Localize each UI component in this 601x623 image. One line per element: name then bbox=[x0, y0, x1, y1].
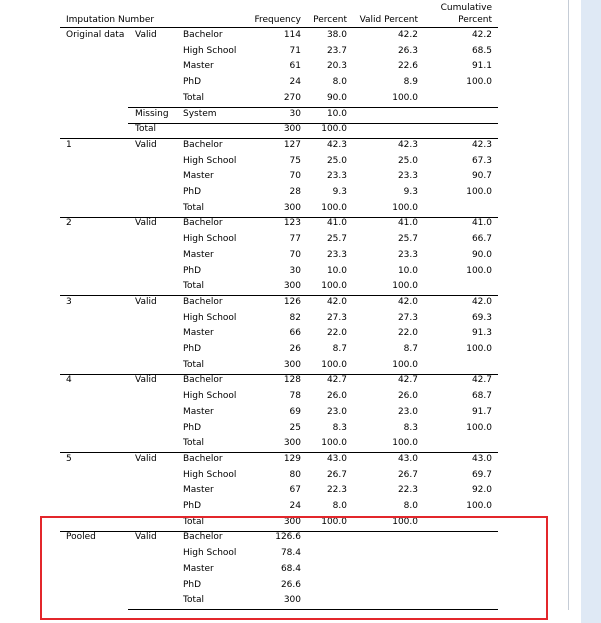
frequency-cell: 114 bbox=[283, 30, 301, 40]
percent-cell: 100.0 bbox=[321, 359, 347, 370]
frequency-cell: 123 bbox=[283, 218, 301, 229]
cumulative-cell: 100.0 bbox=[466, 265, 492, 276]
category-cell: PhD bbox=[183, 187, 202, 197]
frequency-cell: 28 bbox=[289, 187, 301, 197]
frequency-cell: 61 bbox=[289, 61, 301, 72]
frequency-cell: 24 bbox=[289, 77, 301, 88]
category-cell: High School bbox=[183, 234, 237, 245]
percent-cell: 43.0 bbox=[326, 453, 347, 464]
cumulative-cell: 100.0 bbox=[466, 344, 492, 354]
valid-percent-cell: 100.0 bbox=[392, 92, 418, 103]
percent-cell: 8.0 bbox=[332, 501, 347, 511]
frequency-cell: 70 bbox=[289, 171, 301, 182]
percent-cell: 41.0 bbox=[326, 218, 347, 229]
category-cell: High School bbox=[183, 548, 237, 559]
cumulative-cell: 43.0 bbox=[471, 453, 492, 464]
cumulative-cell bbox=[412, 93, 492, 104]
frequency-cell: 75 bbox=[289, 155, 301, 166]
cumulative-header-bottom: Percent bbox=[458, 15, 492, 25]
category-cell: Master bbox=[183, 406, 214, 417]
percent-cell: 25.7 bbox=[326, 234, 347, 245]
category-cell: Total bbox=[183, 202, 205, 213]
valid-percent-cell: 22.6 bbox=[397, 61, 418, 72]
valid-label: Valid bbox=[135, 218, 157, 229]
category-cell: Master bbox=[183, 61, 214, 72]
cumulative-cell: 66.7 bbox=[471, 234, 492, 245]
valid-percent-cell: 42.7 bbox=[397, 375, 418, 386]
category-cell: High School bbox=[183, 155, 237, 166]
valid-percent-cell: 8.7 bbox=[403, 344, 418, 354]
valid-percent-cell: 100.0 bbox=[392, 516, 418, 527]
header-rule bbox=[60, 27, 498, 28]
category-cell: Bachelor bbox=[183, 532, 223, 543]
category-cell: Master bbox=[183, 328, 214, 339]
imputation-group-label: Original data bbox=[66, 30, 125, 40]
viewer-sidebar bbox=[581, 0, 601, 623]
category-cell: Bachelor bbox=[183, 296, 223, 307]
cumulative-cell: 69.7 bbox=[471, 469, 492, 480]
category-cell: Bachelor bbox=[183, 375, 223, 386]
cumulative-cell: 91.3 bbox=[471, 328, 492, 339]
percent-cell: 100.0 bbox=[321, 202, 347, 213]
valid-label: Valid bbox=[135, 532, 157, 543]
cumulative-cell: 92.0 bbox=[471, 485, 492, 496]
imputation-number-header: Imputation Number bbox=[66, 15, 155, 25]
cumulative-cell bbox=[412, 438, 492, 449]
frequency-cell: 66 bbox=[289, 328, 301, 339]
percent-cell: 42.7 bbox=[326, 375, 347, 386]
imputation-group-label: 4 bbox=[66, 375, 72, 386]
cumulative-cell: 100.0 bbox=[466, 77, 492, 88]
valid-percent-cell: 100.0 bbox=[392, 202, 418, 213]
frequency-cell: 77 bbox=[289, 234, 301, 245]
cumulative-cell bbox=[412, 281, 492, 292]
frequency-cell: 127 bbox=[283, 139, 301, 150]
cumulative-cell: 91.1 bbox=[471, 61, 492, 72]
cumulative-cell: 100.0 bbox=[466, 187, 492, 197]
cumulative-cell bbox=[412, 203, 492, 214]
percent-header: Percent bbox=[313, 15, 347, 25]
valid-label: Valid bbox=[135, 375, 157, 386]
frequency-cell: 68.4 bbox=[280, 563, 301, 574]
frequency-cell: 78 bbox=[289, 391, 301, 402]
category-cell: PhD bbox=[183, 579, 202, 590]
percent-cell: 23.7 bbox=[326, 45, 347, 56]
category-cell: Bachelor bbox=[183, 453, 223, 464]
percent-cell: 23.0 bbox=[326, 406, 347, 417]
frequency-cell: 300 bbox=[283, 516, 301, 527]
category-cell: Master bbox=[183, 563, 214, 574]
cumulative-cell: 90.0 bbox=[471, 249, 492, 260]
percent-cell: 26.0 bbox=[326, 391, 347, 402]
cumulative-cell: 91.7 bbox=[471, 406, 492, 417]
percent-cell: 25.0 bbox=[326, 155, 347, 166]
category-cell: PhD bbox=[183, 265, 202, 276]
frequency-cell: 300 bbox=[283, 281, 301, 292]
category-cell: Total bbox=[183, 359, 205, 370]
frequency-cell: 300 bbox=[283, 202, 301, 213]
cumulative-cell: 68.7 bbox=[471, 391, 492, 402]
cumulative-cell: 42.2 bbox=[471, 30, 492, 40]
percent-cell: 90.0 bbox=[326, 92, 347, 103]
valid-percent-cell: 8.0 bbox=[403, 501, 418, 511]
percent-cell: 8.3 bbox=[332, 422, 347, 433]
valid-percent-cell: 23.0 bbox=[397, 406, 418, 417]
percent-cell: 23.3 bbox=[326, 171, 347, 182]
category-cell: PhD bbox=[183, 501, 202, 511]
valid-percent-cell: 42.2 bbox=[397, 30, 418, 40]
valid-percent-cell: 100.0 bbox=[392, 281, 418, 292]
imputation-group-label: 1 bbox=[66, 139, 72, 150]
valid-percent-cell: 9.3 bbox=[403, 187, 418, 197]
valid-percent-cell: 8.3 bbox=[403, 422, 418, 433]
valid-percent-cell: 43.0 bbox=[397, 453, 418, 464]
valid-percent-cell: 22.0 bbox=[397, 328, 418, 339]
frequency-cell: 67 bbox=[289, 485, 301, 496]
cumulative-header-top: Cumulative bbox=[440, 3, 492, 13]
category-cell: Total bbox=[183, 438, 205, 449]
frequency-cell: 126.6 bbox=[275, 532, 301, 543]
frequency-cell: 126 bbox=[283, 296, 301, 307]
imputation-group-label: 2 bbox=[66, 218, 72, 229]
percent-cell: 42.3 bbox=[326, 139, 347, 150]
percent-cell: 22.0 bbox=[326, 328, 347, 339]
frequency-cell: 300 bbox=[283, 595, 301, 606]
category-cell: High School bbox=[183, 312, 237, 323]
valid-percent-cell: 41.0 bbox=[397, 218, 418, 229]
percent-cell: 9.3 bbox=[332, 187, 347, 197]
missing-frequency-cell: 30 bbox=[289, 108, 301, 119]
percent-cell: 38.0 bbox=[326, 30, 347, 40]
percent-cell: 23.3 bbox=[326, 249, 347, 260]
category-cell: Total bbox=[183, 516, 205, 527]
cumulative-cell: 42.7 bbox=[471, 375, 492, 386]
valid-label: Valid bbox=[135, 453, 157, 464]
frequency-cell: 70 bbox=[289, 249, 301, 260]
category-cell: High School bbox=[183, 45, 237, 56]
pane-divider bbox=[568, 0, 569, 610]
percent-cell: 20.3 bbox=[326, 61, 347, 72]
valid-percent-cell: 26.3 bbox=[397, 45, 418, 56]
percent-cell: 22.3 bbox=[326, 485, 347, 496]
percent-cell: 8.0 bbox=[332, 77, 347, 88]
category-cell: Bachelor bbox=[183, 218, 223, 229]
category-cell: Bachelor bbox=[183, 139, 223, 150]
percent-cell: 8.7 bbox=[332, 344, 347, 354]
percent-cell: 100.0 bbox=[321, 438, 347, 449]
missing-label: Missing bbox=[135, 108, 169, 119]
valid-label: Valid bbox=[135, 296, 157, 307]
frequency-cell: 300 bbox=[283, 438, 301, 449]
valid-percent-header: Valid Percent bbox=[359, 15, 418, 25]
category-cell: Total bbox=[183, 595, 205, 606]
category-cell: Master bbox=[183, 249, 214, 260]
category-cell: PhD bbox=[183, 422, 202, 433]
category-cell: Master bbox=[183, 171, 214, 182]
valid-percent-cell: 42.0 bbox=[397, 296, 418, 307]
cumulative-cell: 42.0 bbox=[471, 296, 492, 307]
frequency-cell: 26.6 bbox=[280, 579, 301, 590]
frequency-cell: 128 bbox=[283, 375, 301, 386]
category-cell: Total bbox=[183, 92, 205, 103]
valid-percent-cell: 10.0 bbox=[397, 265, 418, 276]
imputation-group-label: 5 bbox=[66, 453, 72, 464]
imputation-group-label: Pooled bbox=[66, 532, 96, 543]
frequency-cell: 82 bbox=[289, 312, 301, 323]
frequency-cell: 24 bbox=[289, 501, 301, 511]
valid-percent-cell: 23.3 bbox=[397, 171, 418, 182]
group-total-percent-cell: 100.0 bbox=[321, 124, 347, 135]
valid-percent-cell: 100.0 bbox=[392, 438, 418, 449]
valid-percent-cell: 100.0 bbox=[392, 359, 418, 370]
category-cell: Total bbox=[183, 281, 205, 292]
frequency-cell: 129 bbox=[283, 453, 301, 464]
frequency-cell: 25 bbox=[289, 422, 301, 433]
percent-cell: 100.0 bbox=[321, 281, 347, 292]
frequency-header: Frequency bbox=[254, 15, 301, 25]
valid-percent-cell: 8.9 bbox=[403, 77, 418, 88]
valid-label: Valid bbox=[135, 30, 157, 40]
valid-percent-cell: 27.3 bbox=[397, 312, 418, 323]
cumulative-cell: 67.3 bbox=[471, 155, 492, 166]
valid-percent-cell: 42.3 bbox=[397, 139, 418, 150]
group-total-label: Total bbox=[135, 124, 157, 135]
valid-percent-cell: 25.7 bbox=[397, 234, 418, 245]
percent-cell: 10.0 bbox=[326, 265, 347, 276]
percent-cell: 26.7 bbox=[326, 469, 347, 480]
category-cell: High School bbox=[183, 469, 237, 480]
cumulative-cell: 100.0 bbox=[466, 501, 492, 511]
frequency-cell: 80 bbox=[289, 469, 301, 480]
frequency-cell: 270 bbox=[283, 92, 301, 103]
frequency-cell: 300 bbox=[283, 359, 301, 370]
category-cell: Master bbox=[183, 485, 214, 496]
cumulative-cell: 42.3 bbox=[471, 139, 492, 150]
frequency-cell: 26 bbox=[289, 344, 301, 354]
imputation-group-label: 3 bbox=[66, 296, 72, 307]
percent-cell: 100.0 bbox=[321, 516, 347, 527]
frequency-cell: 71 bbox=[289, 45, 301, 56]
cumulative-cell: 69.3 bbox=[471, 312, 492, 323]
pooled-highlight-box bbox=[40, 516, 548, 620]
cumulative-cell: 100.0 bbox=[466, 422, 492, 433]
group-total-frequency-cell: 300 bbox=[283, 124, 301, 135]
cumulative-cell: 41.0 bbox=[471, 218, 492, 229]
valid-percent-cell: 26.0 bbox=[397, 391, 418, 402]
cumulative-cell bbox=[412, 360, 492, 371]
valid-percent-cell: 22.3 bbox=[397, 485, 418, 496]
frequency-cell: 30 bbox=[289, 265, 301, 276]
missing-category-cell: System bbox=[183, 108, 217, 119]
percent-cell: 27.3 bbox=[326, 312, 347, 323]
cumulative-cell: 68.5 bbox=[471, 45, 492, 56]
cumulative-cell: 90.7 bbox=[471, 171, 492, 182]
frequency-cell: 69 bbox=[289, 406, 301, 417]
valid-percent-cell: 23.3 bbox=[397, 249, 418, 260]
valid-percent-cell: 26.7 bbox=[397, 469, 418, 480]
frequency-cell: 78.4 bbox=[280, 548, 301, 559]
category-cell: Bachelor bbox=[183, 30, 223, 40]
percent-cell: 42.0 bbox=[326, 296, 347, 307]
category-cell: PhD bbox=[183, 77, 202, 88]
valid-label: Valid bbox=[135, 139, 157, 150]
category-cell: High School bbox=[183, 391, 237, 402]
missing-percent-cell: 10.0 bbox=[326, 108, 347, 119]
valid-percent-cell: 25.0 bbox=[397, 155, 418, 166]
category-cell: PhD bbox=[183, 344, 202, 354]
